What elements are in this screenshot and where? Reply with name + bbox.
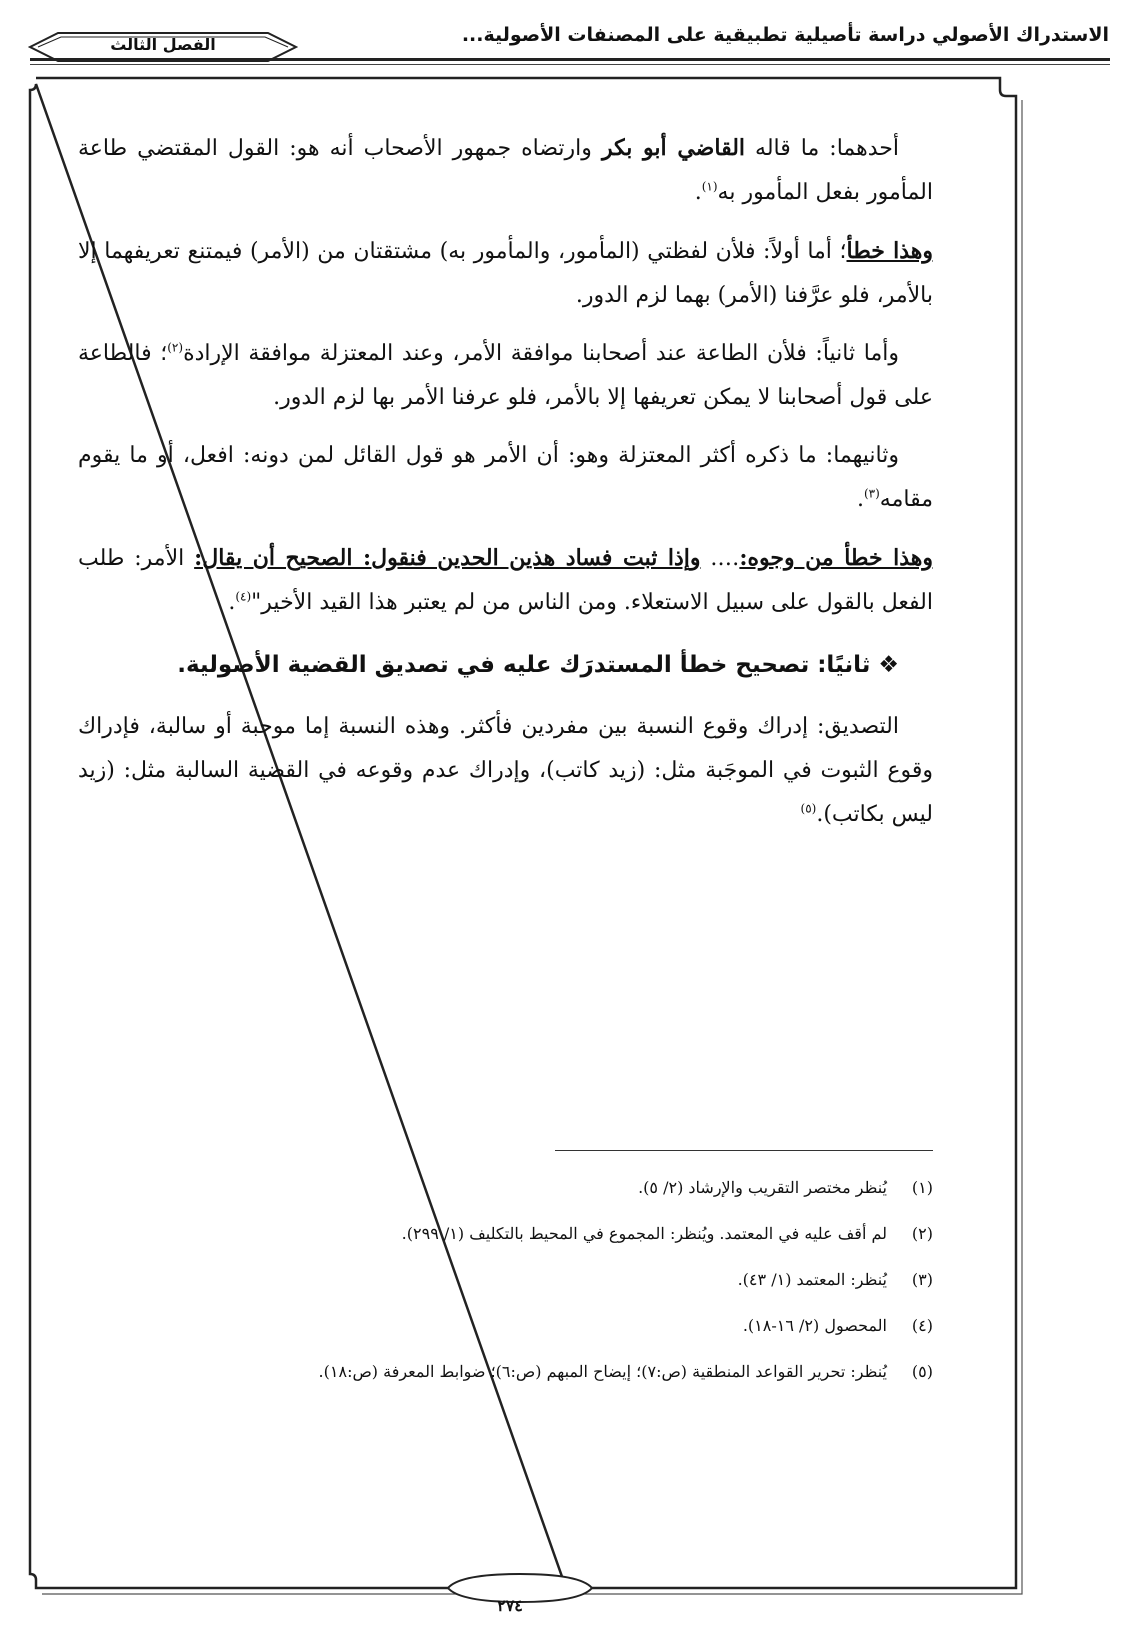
text: الأمر: طلب الفعل بالقول على سبيل الاستعلاء. ومن الناس من لم يعتبر هذا القيد الأخير": [78, 546, 933, 615]
paragraph-4: [78, 434, 933, 522]
chapter-label: الفصل الثالث: [110, 35, 216, 54]
text: ؛ فالطاعة على قول أصحابنا لا يمكن تعريفها إلا بالأمر، فلو عرفنا الأمر بها لزم الدور.: [78, 341, 933, 410]
ellipsis: ….: [700, 546, 740, 571]
running-title: الاستدراك الأصولي دراسة تأصيلية تطبيقية على المصنفات الأصولية...: [461, 24, 1109, 46]
main-text: [78, 126, 933, 851]
footnote-ref[interactable]: (١): [701, 179, 718, 194]
footnote-item: [78, 1268, 933, 1314]
footnotes: [78, 1176, 933, 1406]
underlined-lead: وهذا خطأ من وجوه:: [739, 545, 933, 571]
underlined-lead: وإذا ثبت فساد هذين الحدين فنقول: الصحيح أن يقال:: [194, 545, 701, 571]
footnote-ref[interactable]: (٤): [235, 589, 252, 604]
footnote-item: [78, 1360, 933, 1406]
footnote-ref[interactable]: (٥): [800, 801, 817, 816]
text: .: [856, 487, 864, 512]
author-name: القاضي أبو بكر: [601, 135, 746, 161]
text: .: [694, 180, 702, 205]
footnote-separator: [555, 1150, 933, 1151]
text: .: [228, 590, 236, 615]
footnote-text: يُنظر مختصر التقريب والإرشاد (٢/ ٥).: [638, 1178, 887, 1197]
footnote-text: يُنظر: المعتمد (١/ ٤٣).: [737, 1270, 887, 1289]
text: التصديق: إدراك وقوع النسبة بين مفردين فأكثر. وهذه النسبة إما موجبة أو سالبة، فإدراك وقوع الثبوت في الموجَبة مثل: (زيد كاتب)، وإدراك عدم وقوعه في القضية السالبة مثل: (زيد ليس بكاتب).: [78, 714, 933, 827]
footnote-ref[interactable]: (٢): [167, 340, 184, 355]
paragraph-1: [78, 126, 933, 215]
footnote-number: (١): [911, 1178, 933, 1197]
footnote-ref[interactable]: (٣): [863, 486, 880, 501]
text: وأما ثانياً: فلأن الطاعة عند أصحابنا موافقة الأمر، وعند المعتزلة موافقة الإرادة: [183, 341, 899, 366]
footnote-text: المحصول (٢/ ١٦-١٨).: [742, 1316, 887, 1335]
footnote-text: لم أقف عليه في المعتمد. ويُنظر: المجموع في المحيط بالتكليف (١/ ٢٩٩).: [401, 1224, 887, 1243]
paragraph-5: [78, 536, 933, 625]
footnote-number: (٣): [911, 1270, 933, 1289]
footnote-number: (٥): [911, 1362, 933, 1381]
paragraph-6: [78, 705, 933, 837]
footnote-number: (٢): [911, 1224, 933, 1243]
paragraph-3: [78, 332, 933, 420]
page-number: ٢٧٤: [497, 1596, 523, 1615]
footnote-number: (٤): [911, 1316, 933, 1335]
text: أحدهما: ما قاله: [745, 136, 899, 161]
text: وارتضاه جمهور الأصحاب أنه هو: القول المقتضي طاعة المأمور بفعل المأمور به: [78, 136, 933, 205]
footnote-text: يُنظر: تحرير القواعد المنطقية (ص:٧)؛ إيضاح المبهم (ص:٦)؛ ضوابط المعرفة (ص:١٨).: [318, 1362, 887, 1381]
footnote-item: [78, 1314, 933, 1360]
underlined-lead: وهذا خطأ: [846, 238, 933, 264]
footnote-item: [78, 1176, 933, 1222]
footnote-item: [78, 1222, 933, 1268]
section-heading: ❖ ثانيًا: تصحيح خطأ المستدرَك عليه في تصديق القضية الأصولية.: [177, 652, 899, 678]
text: وثانيهما: ما ذكره أكثر المعتزلة وهو: أن الأمر هو قول القائل لمن دونه: افعل، أو ما يقوم مقامه: [78, 443, 933, 512]
paragraph-2: [78, 229, 933, 318]
text: ؛ أما أولاً: فلأن لفظتي (المأمور، والمأمور به) مشتقتان من (الأمر) فيمتنع تعريفهما إلا بالأمر، فلو عرَّفنا (الأمر) بهما لزم الدور.: [78, 239, 933, 308]
